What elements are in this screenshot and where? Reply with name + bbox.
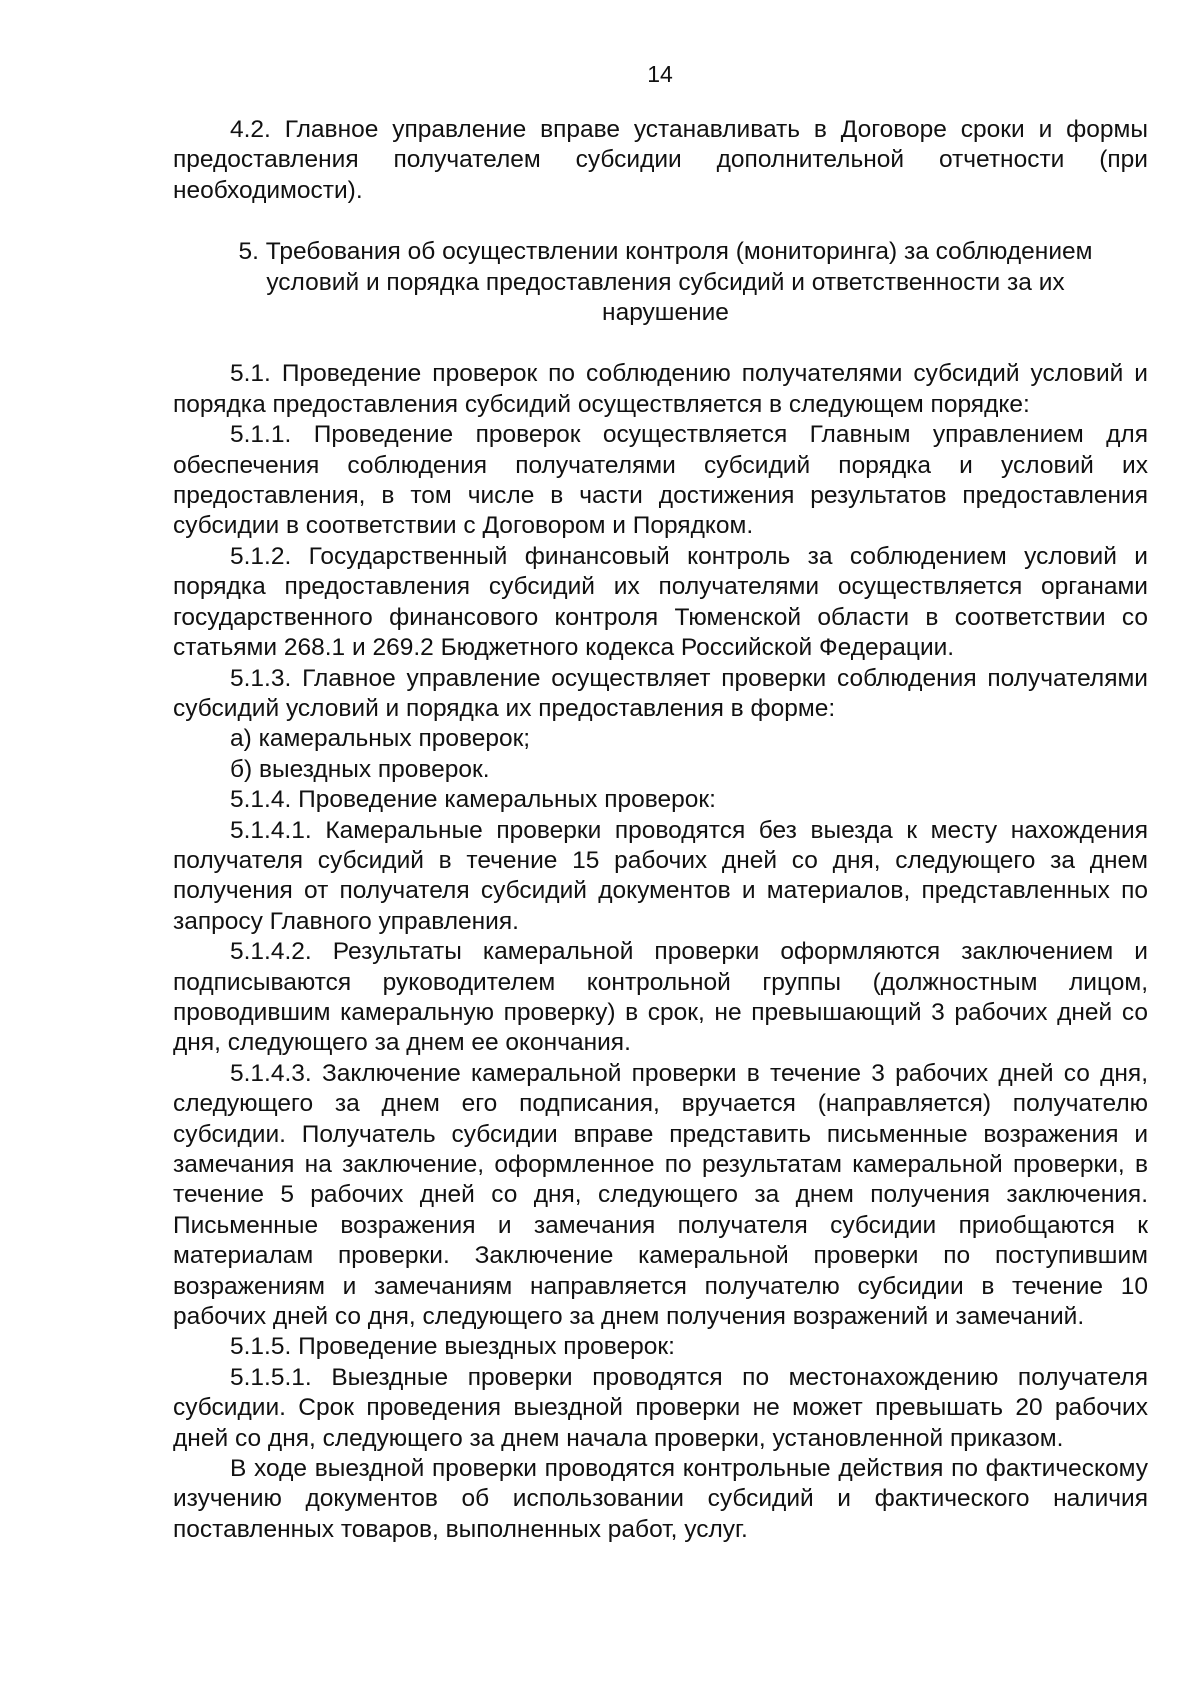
paragraph-5-1-2: 5.1.2. Государственный финансовый контроль за соблюдением условий и порядка предоставления субсидий их получателями осуществляется органами государственного финансового контроля Тюменской области в соответствии со статьями 268.1 и 269.2 Бюджетного кодекса Российской Федерации. [173, 542, 1148, 662]
paragraph-on-site-inspection: В ходе выездной проверки проводятся контрольные действия по фактическому изучению документов об использовании субсидий и фактического наличия поставленных товаров, выполненных работ, услуг. [173, 1455, 1148, 1543]
document-body [173, 115, 1148, 1545]
section-heading-5: 5. Требования об осуществлении контроля (мониторинга) за соблюдением условий и порядка предоставления субсидий и ответственности за их нарушение [238, 238, 1093, 327]
page-number: 14 [647, 61, 673, 87]
paragraph-5-1-3: 5.1.3. Главное управление осуществляет проверки соблюдения получателями субсидий условий и порядка их предоставления в форме: [173, 664, 1148, 722]
paragraph-5-1-4-2: 5.1.4.2. Результаты камеральной проверки оформляются заключением и подписываются руководителем контрольной группы (должностным лицом, проводившим камеральную проверку) в срок, не превышающий 3 рабочих дней со дня, следующего за днем ее окончания. [173, 938, 1148, 1057]
paragraph-4-2: 4.2. Главное управление вправе устанавливать в Договоре сроки и формы предоставления получателем субсидии дополнительной отчетности (при необходимости). [173, 116, 1148, 204]
paragraph-5-1-4-3: 5.1.4.3. Заключение камеральной проверки в течение 3 рабочих дней со дня, следующего за днем его подписания, вручается (направляется) получателю субсидии. Получатель субсидии вправе представить письменные возражения и замечания на заключение, оформленное по результатам камеральной проверки, в течение 5 рабочих дней со дня, следующего за днем получения заключения. Письменные возражения и замечания получателя субсидии приобщаются к материалам проверки. Заключение камеральной проверки по поступившим возражениям и замечаниям направляется получателю субсидии в течение 10 рабочих дней со дня, следующего за днем получения возражений и замечаний. [173, 1059, 1148, 1331]
paragraph-5-1-4-1: 5.1.4.1. Камеральные проверки проводятся без выезда к месту нахождения получателя субсидий в течение 15 рабочих дней со дня, следующего за днем получения от получателя субсидий документов и материалов, представленных по запросу Главного управления. [173, 816, 1148, 935]
list-item-b: б) выездных проверок. [230, 755, 490, 783]
paragraph-5-1-5-1: 5.1.5.1. Выездные проверки проводятся по местонахождению получателя субсидии. Срок проведения выездной проверки не может превышать 20 рабочих дней со дня, следующего за днем начала проверки, установленной приказом. [173, 1363, 1148, 1452]
paragraph-5-1-5: 5.1.5. Проведение выездных проверок: [230, 1333, 675, 1361]
list-item-a: а) камеральных проверок; [230, 725, 531, 753]
paragraph-5-1-1: 5.1.1. Проведение проверок осуществляется Главным управлением для обеспечения соблюдения получателями субсидий порядка и условий их предоставления, в том числе в части достижения результатов предоставления субсидии в соответствии с Договором и Порядком. [173, 421, 1148, 540]
paragraph-5-1: 5.1. Проведение проверок по соблюдению получателями субсидий условий и порядка предоставления субсидий осуществляется в следующем порядке: [173, 360, 1148, 418]
paragraph-5-1-4: 5.1.4. Проведение камеральных проверок: [230, 786, 716, 814]
